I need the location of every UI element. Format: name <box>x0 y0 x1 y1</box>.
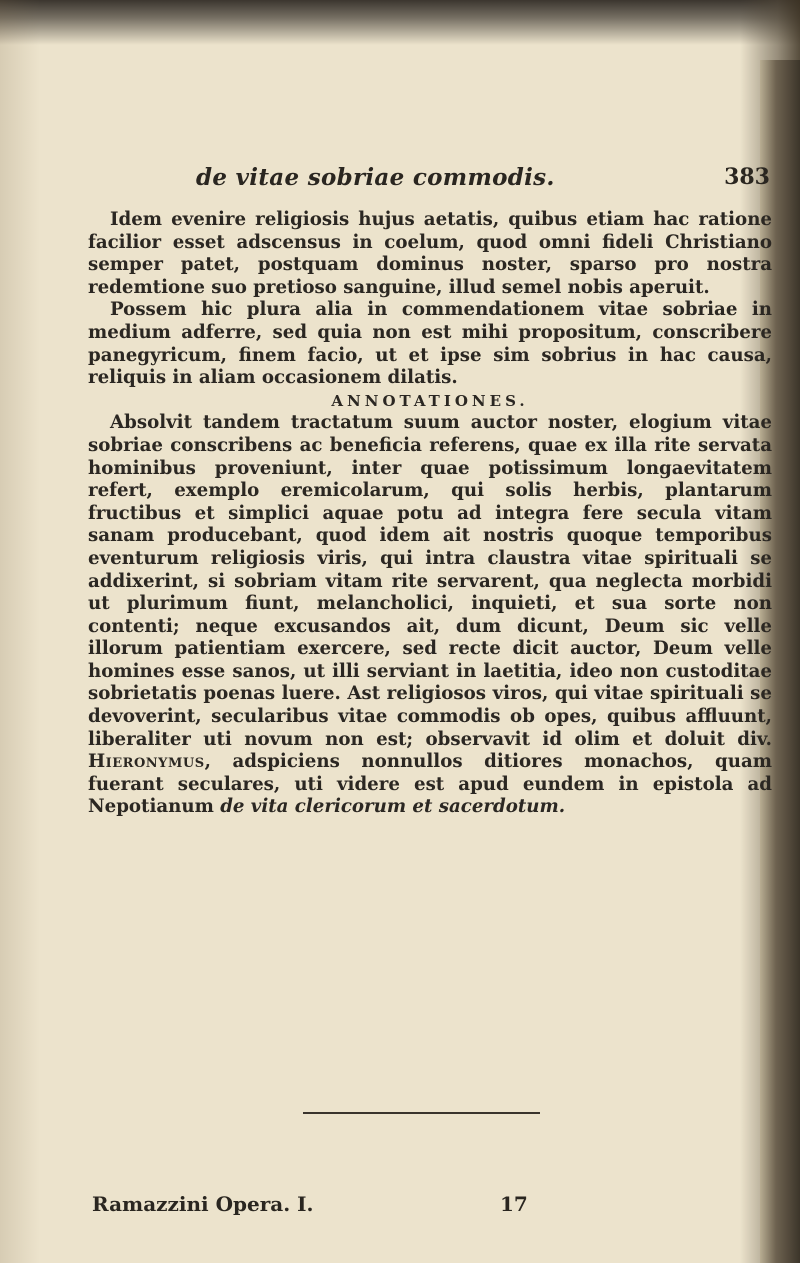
footer-sheet-number: 17 <box>500 1192 528 1216</box>
running-head <box>196 164 770 200</box>
annotations-heading: ANNOTATIONES. <box>331 391 529 410</box>
annotations-text-before-name: Absolvit tandem tractatum suum auctor noster, elogium vitae sobriae conscribens ac beneficia referens, quae ex illa rite servata hominibus proveniunt, inter quae potissimum longaevitatem refert, exemplo eremicolarum, qui solis herbis, plantarum fructibus et simplici aquae potu ad integra fere secula vitam sanam producebant, quod idem ait nostris quoque temporibus eventurum religiosis viris, qui intra claustra vitae spirituali se addixerint, si sobriam vitam rite servarent, qua neglecta morbidi ut plurimum fiunt, melancholici, inquieti, et sua sorte non contenti; neque excusandos ait, dum dicunt, Deum sic velle illorum patientiam exercere, sed recte dicit auctor, Deum velle homines esse sanos, ut illi serviant in laetitia, ideo non custoditae sobrietatis poenas luere. Ast religiosos viros, qui vitae spirituali se devoverint, secularibus vitae commodis ob opes, quibus affluunt, liberaliter uti novum non est; observavit id olim et doluit div. <box>88 412 772 750</box>
footer-signature: Ramazzini Opera. I. <box>92 1192 314 1216</box>
end-rule <box>303 1112 540 1114</box>
body-text <box>88 209 772 819</box>
running-title: de vitae sobriae commodis. <box>196 164 555 191</box>
footer <box>92 1192 632 1220</box>
page-number: 383 <box>724 164 770 190</box>
paragraph-1: Idem evenire religiosis hujus aetatis, quibus etiam hac ratione facilior esset adscensus in coelum, quod omni fideli Christiano semper patet, postquam dominus noster, sparso pro nostra redemtione suo pretioso sanguine, illud semel nobis aperuit. <box>88 209 772 298</box>
work-reference: de vita clericorum et sacerdotum. <box>220 796 566 818</box>
annotations-paragraph <box>88 412 772 819</box>
annotations-text-after-name: , adspiciens nonnullos ditiores monachos, quam fuerant seculares, uti videre est apud eundem in epistola ad Nepotianum <box>88 751 772 818</box>
paragraph-2: Possem hic plura alia in commendationem vitae sobriae in medium adferre, sed quia non est mihi propositum, conscribere panegyricum, finem facio, ut et ipse sim sobrius in hac causa, reliquis in aliam occasionem dilatis. <box>88 299 772 389</box>
author-name: Hieronymus <box>88 751 205 773</box>
